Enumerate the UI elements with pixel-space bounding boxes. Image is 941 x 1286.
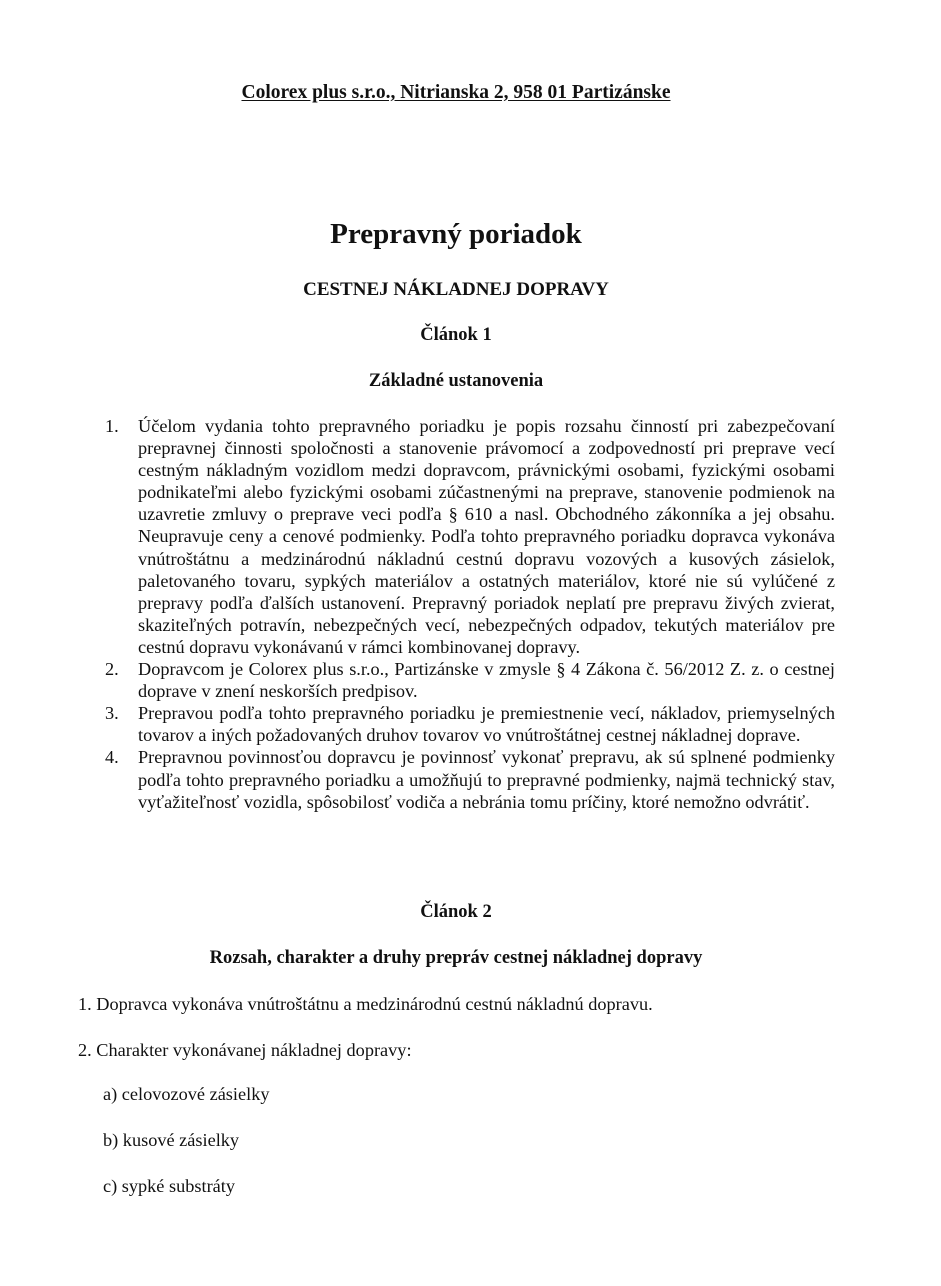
article-1-label: Článok 1 [420, 325, 492, 345]
list-item-number: 2. [105, 659, 119, 680]
document-title: Prepravný poriadok [330, 218, 582, 250]
list-item [105, 415, 835, 658]
list-item-text: Prepravou podľa tohto prepravného poriadku je premiestnenie vecí, nákladov, priemyselných tovarov a iných požadovaných druhov tovarov vo vnútroštátnej cestnej nákladnej doprave. [138, 703, 835, 746]
list-item [105, 702, 835, 746]
list-item-text: Prepravnou povinnosťou dopravcu je povinnosť vykonať prepravu, ak sú splnené podmienky podľa tohto prepravného poriadku a umožňujú to prepravné podmienky, najmä technický stav, vyťažiteľnosť vozidla, spôsobilosť vodiča a nebránia tomu príčiny, ktoré nemožno odvrátiť. [138, 747, 835, 812]
document-subtitle: CESTNEJ NÁKLADNEJ DOPRAVY [303, 279, 609, 300]
sub-list-item: b) kusové zásielky [103, 1130, 240, 1150]
list-item-text: Dopravcom je Colorex plus s.r.o., Partizánske v zmysle § 4 Zákona č. 56/2012 Z. z. o cestnej doprave v znení neskorších predpisov. [138, 659, 835, 702]
company-header: Colorex plus s.r.o., Nitrianska 2, 958 01 Partizánske [241, 82, 671, 103]
article-2-heading: Rozsah, charakter a druhy prepráv cestnej nákladnej dopravy [209, 948, 703, 968]
article-1-heading: Základné ustanovenia [368, 371, 544, 391]
article-2-label: Článok 2 [420, 902, 492, 922]
list-item-number: 1. [105, 416, 119, 436]
list-item-number: 4. [105, 747, 119, 768]
sub-list-item: a) celovozové zásielky [103, 1084, 270, 1104]
list-item-number: 3. [105, 703, 119, 724]
list-item [105, 746, 835, 812]
list-item-text: Účelom vydania tohto prepravného poriadku je popis rozsahu činností pri zabezpečovaní prepravnej činnosti spoločnosti a stanovenie právomocí a zodpovedností pri preprave vecí cestným nákladným vozidlom medzi dopravcom, právnickými osobami, fyzickými osobami podnikateľmi alebo fyzickými osobami zúčastnenými na preprave, stanovenie podmienok na uzavretie zmluvy o preprave veci podľa § 610 a nasl. Obchodného zákonníka a jej obsahu. Neupravuje ceny a cenové podmienky. Podľa tohto prepravného poriadku dopravca vykonáva vnútroštátnu a medzinárodnú nákladnú cestnú dopravu vozových a kusových zásielok, paletovaného tovaru, sypkých materiálov a ostatných materiálov, ktoré nie sú vylúčené z prepravy podľa ďalších ustanovení. Prepravný poriadok neplatí pre prepravu živých zvierat, skaziteľných potravín, nebezpečných vecí, nebezpečných odpadov, tekutých materiálov pre cestnú dopravu vykonávanú v rámci kombinovanej dopravy. [138, 416, 835, 657]
article-2-paragraph-1: 1. Dopravca vykonáva vnútroštátnu a medzinárodnú cestnú nákladnú dopravu. [78, 994, 653, 1014]
article-1-list [105, 415, 835, 813]
list-item [105, 658, 835, 702]
sub-list-item: c) sypké substráty [103, 1176, 236, 1196]
article-2-paragraph-2: 2. Charakter vykonávanej nákladnej dopravy: [78, 1040, 412, 1060]
